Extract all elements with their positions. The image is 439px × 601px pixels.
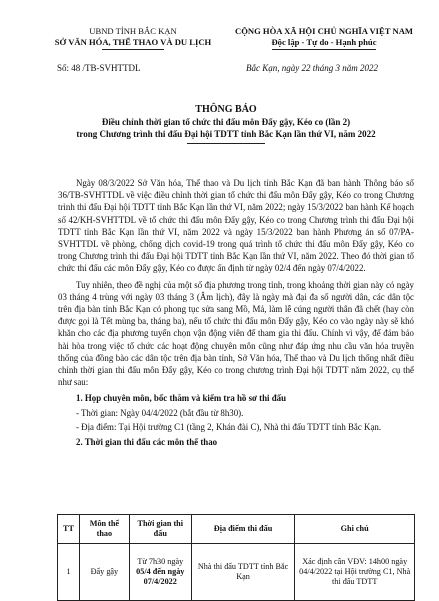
motto-divider [272,49,376,50]
section-heading-2: 2. Thời gian thi đấu các môn thể thao [76,437,218,448]
time-line-3: 07/4/2022 [143,577,177,586]
title-block [30,103,422,144]
table-header-row [58,515,415,544]
cell-note: Xác định cân VĐV: 14h00 ngày 04/4/2022 tại Hội trường C1, Nhà thi đấu TDTT [295,544,415,601]
document-body [58,177,414,450]
nation-name: CỘNG HÒA XÃ HỘI CHỦ NGHĨA VIỆT NAM [234,26,414,36]
document-number: Số: 48 /TB-SVHTTDL [57,63,141,73]
col-header-place: Địa điểm thi đấu [191,515,295,544]
document-title: THÔNG BÁO [195,104,257,115]
table-row [58,544,415,601]
issuing-agency [48,26,218,50]
title-subject-line1: Điều chỉnh thời gian tổ chức thi đấu môn Đẩy gậy, Kéo co (lần 2) [101,117,351,127]
cell-tt: 1 [58,544,80,601]
meeting-place: - Địa điểm: Tại Hội trường C1 (tầng 2, Khán đài C), Nhà thi đấu TDTT tỉnh Bắc Kạn. [76,421,382,432]
time-line-1: Từ 7h30 ngày [137,557,184,566]
motto: Độc lập - Tự do - Hạnh phúc [271,37,377,47]
cell-sport: Đẩy gậy [79,544,129,601]
national-motto [224,26,424,50]
col-header-tt: TT [58,515,80,544]
title-subject-line2: trong Chương trình thi đấu Đại hội TDTT tỉnh Bắc Kạn lần thứ VI, năm 2022 [76,129,376,139]
agency-parent: UBND TỈNH BẮC KẠN [89,26,177,36]
col-header-note: Ghi chú [295,515,415,544]
time-line-2: 05/4 đến ngày [136,567,185,576]
agency-divider [102,49,164,50]
schedule-table [57,514,415,601]
meeting-time: - Thời gian: Ngày 04/4/2022 (bắt đầu từ 8h30). [76,407,244,418]
paragraph-reason: Tuy nhiên, theo đề nghị của một số địa phương trong tỉnh, trong khoảng thời gian này có ngày 03 tháng 4 trùng với ngày 03 tháng 3 (Âm lịch), đây là ngày mà đại đa số người dân, các dân tộc trên địa bàn tỉnh Bắc Kạn có phong tục sửa sang Mồ, Mả, làm lễ cúng người thân đã chết (hay còn được gọi là Tết mùng ba, tháng ba), nếu tổ chức thi đấu môn Đẩy gậy, Kéo co vào ngày này sẽ khó khăn cho các địa phương tuyển chọn vận động viên để tham gia thi đấu. Chính vì vậy, để đảm bảo hài hòa trong việc tổ chức các hoạt động chuyên môn cũng như đáp ứng nhu cầu văn hóa truyền thống của đồng bào các dân tộc trên địa bàn tỉnh, Sở Văn hóa, Thể thao và Du lịch thống nhất điều chỉnh thời gian thi đấu môn Đẩy gậy, Kéo co trong chương trình Đại hội TDTT năm 2022, cụ thể như sau: [58,279,414,388]
section-heading-1: 1. Họp chuyên môn, bốc thăm và kiểm tra hồ sơ thi đấu [76,393,287,404]
col-header-time: Thời gian thi đấu [129,515,191,544]
document-date: Bắc Kạn, ngày 22 tháng 3 năm 2022 [246,63,378,73]
cell-place: Nhà thi đấu TDTT tỉnh Bắc Kạn [191,544,295,601]
paragraph-background: Ngày 08/3/2022 Sở Văn hóa, Thể thao và Du lịch tỉnh Bắc Kạn đã ban hành Thông báo số 36/TB-SVHTTDL về việc điều chỉnh thời gian tổ chức thi đấu môn Đẩy gậy, Kéo co trong Chương trình thi đấu Đại hội TDTT tỉnh Bắc Kạn lần thứ VI, năm 2022; ngày 15/3/2022 ban hành Kế hoạch số 42/KH-SVHTTDL về tổ chức thi đấu môn Đẩy gậy, Kéo co trong Chương trình thi đấu Đại hội TDTT tỉnh Bắc Kạn lần thứ VI, năm 2022 và ngày 15/3/2022 ban hành Phương án số 07/PA-SVHTTDL về phòng, chống dịch covid-19 trong quá trình tổ chức thi đấu môn Đẩy gậy, Kéo co trong Chương trình thi đấu Đại hội TDTT tỉnh Bắc Kạn lần thứ VI, năm 2022. Theo đó thời gian tổ chức thi đấu các môn Đẩy gậy, Kéo co được ấn định từ ngày 02/4 đến ngày 07/4/2022. [58,178,414,274]
title-divider [187,143,265,144]
col-header-sport: Môn thể thao [79,515,129,544]
agency-name: SỞ VĂN HÓA, THỂ THAO VÀ DU LỊCH [54,37,212,47]
cell-time [129,544,191,601]
